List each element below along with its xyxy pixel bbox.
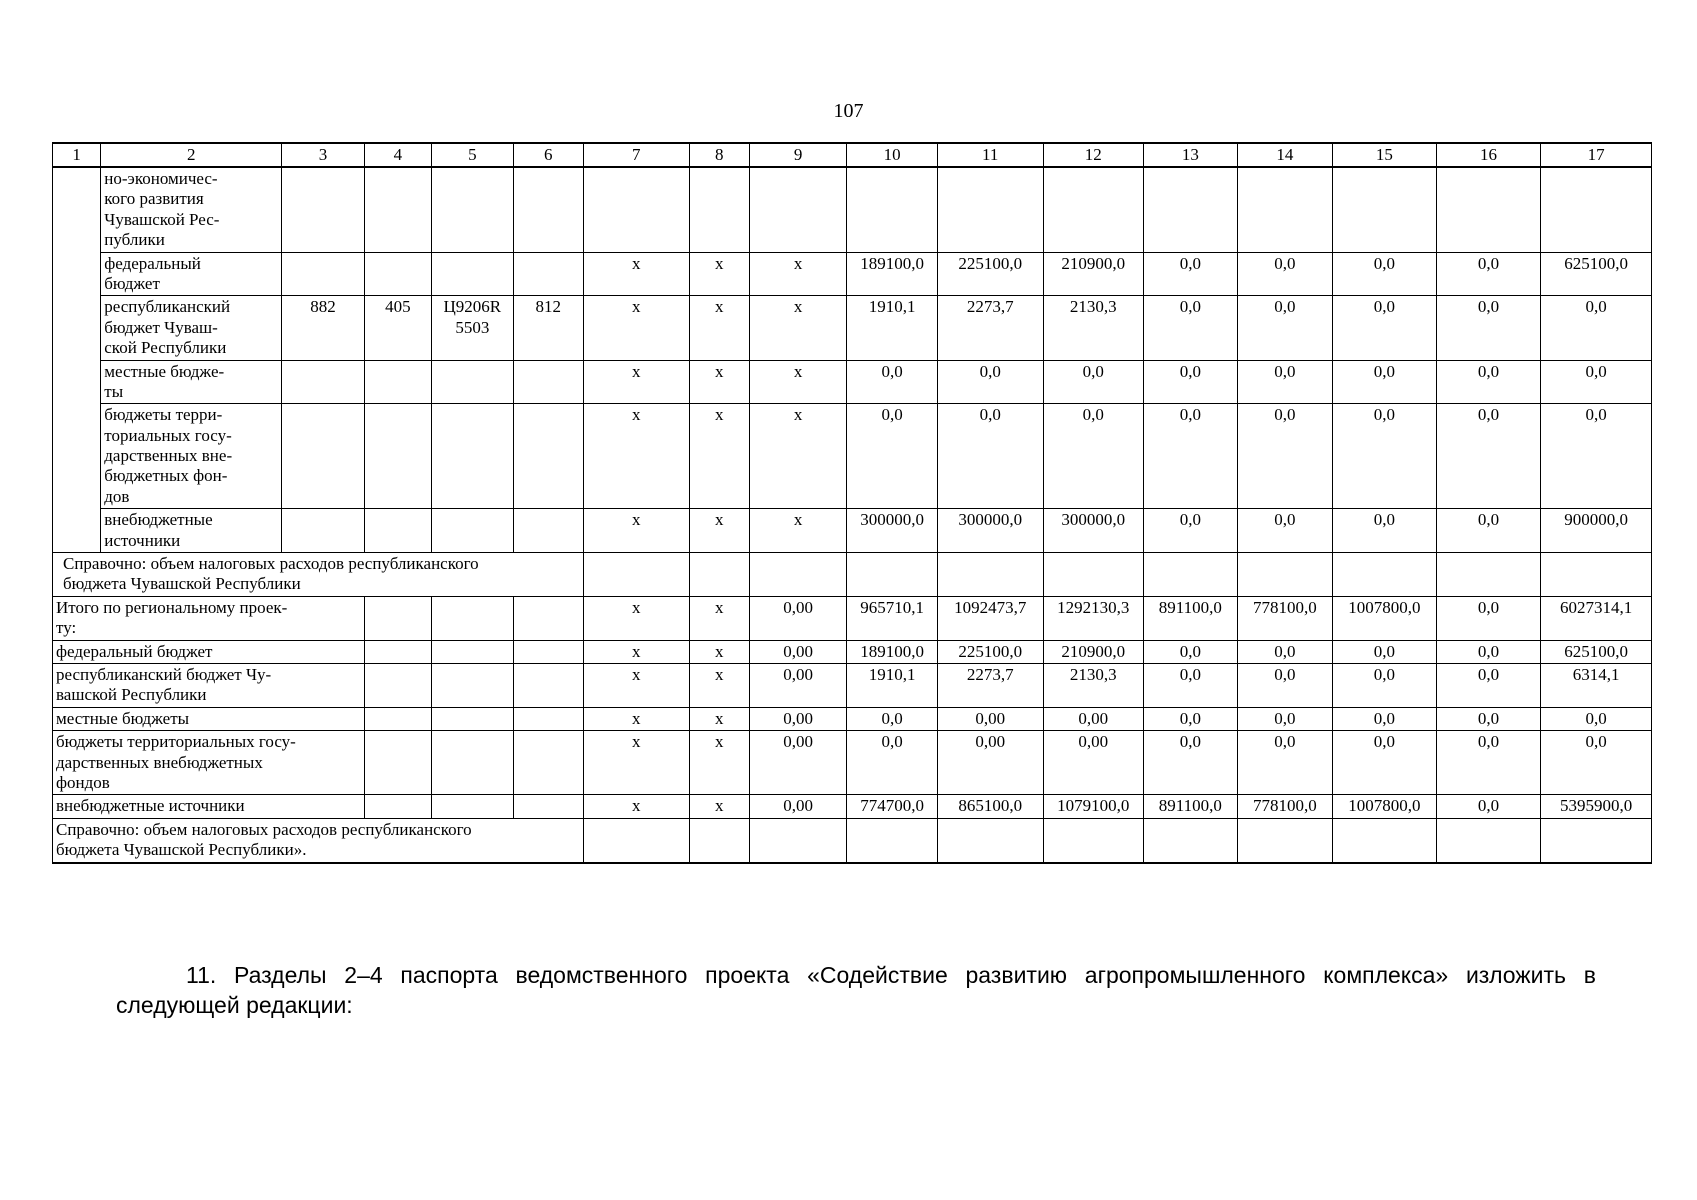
table-cell: х — [749, 509, 847, 553]
table-cell: 0,0 — [1541, 404, 1652, 509]
table-cell: 189100,0 — [847, 252, 938, 296]
table-cell — [432, 167, 513, 252]
table-cell — [432, 707, 513, 730]
page-number: 107 — [833, 100, 864, 122]
header-cell: 8 — [689, 143, 749, 167]
header-cell: 4 — [364, 143, 431, 167]
table-cell: 0,0 — [1333, 731, 1437, 795]
table-cell: 0,00 — [749, 596, 847, 640]
table-cell: 0,0 — [1333, 509, 1437, 553]
table-cell — [432, 663, 513, 707]
table-cell — [364, 707, 431, 730]
table-cell: 0,0 — [1237, 509, 1333, 553]
table-cell — [1541, 818, 1652, 862]
table-cell: х — [689, 360, 749, 404]
table-cell: 0,0 — [1144, 707, 1238, 730]
table-cell: 0,0 — [1237, 404, 1333, 509]
table-cell: 0,0 — [1436, 707, 1541, 730]
table-cell — [364, 252, 431, 296]
table-cell: но-экономичес- кого развития Чувашской Рес- публики — [101, 167, 282, 252]
table-cell: 0,0 — [1237, 296, 1333, 360]
table-cell: 0,0 — [1237, 640, 1333, 663]
table-cell — [847, 818, 938, 862]
table-cell: 0,0 — [1333, 707, 1437, 730]
table-cell: 0,0 — [1043, 360, 1144, 404]
table-cell: 0,0 — [1144, 296, 1238, 360]
table-cell: 6314,1 — [1541, 663, 1652, 707]
table-cell — [1043, 818, 1144, 862]
table-cell: внебюджетные источники — [53, 795, 365, 818]
table-cell: х — [749, 252, 847, 296]
table-cell: 0,0 — [847, 731, 938, 795]
table-cell — [432, 731, 513, 795]
table-cell: Справочно: объем налоговых расходов республиканского бюджета Чувашской Республики — [53, 553, 584, 597]
table-cell — [847, 553, 938, 597]
table-cell — [513, 252, 583, 296]
table-cell: 6027314,1 — [1541, 596, 1652, 640]
table-cell: х — [583, 509, 689, 553]
table-cell: 0,00 — [749, 707, 847, 730]
table-row — [53, 252, 1652, 296]
table-cell: х — [689, 596, 749, 640]
table-cell: х — [689, 404, 749, 509]
table-cell: 0,0 — [937, 360, 1043, 404]
table-cell: 0,0 — [1541, 731, 1652, 795]
table-cell: 891100,0 — [1144, 596, 1238, 640]
table-cell — [364, 640, 431, 663]
table-cell — [513, 596, 583, 640]
table-cell — [432, 360, 513, 404]
table-cell: 900000,0 — [1541, 509, 1652, 553]
table-cell: 625100,0 — [1541, 252, 1652, 296]
table-cell: 0,0 — [1436, 509, 1541, 553]
table-cell: 0,0 — [1436, 663, 1541, 707]
table-cell — [364, 596, 431, 640]
budget-table — [52, 142, 1652, 864]
table-cell — [53, 167, 101, 553]
table-cell: 0,0 — [1144, 404, 1238, 509]
table-cell: х — [749, 404, 847, 509]
table-cell: 2130,3 — [1043, 296, 1144, 360]
table-cell — [1333, 553, 1437, 597]
table-cell: 0,0 — [1237, 663, 1333, 707]
body-paragraph: 11. Разделы 2–4 паспорта ведомственного проекта «Содействие развитию агропромышленного комплекса» изложить в следующей редакции: — [116, 962, 1596, 1018]
table-cell: 965710,1 — [847, 596, 938, 640]
header-cell: 7 — [583, 143, 689, 167]
table-cell: 778100,0 — [1237, 795, 1333, 818]
table-cell: 774700,0 — [847, 795, 938, 818]
table-cell: 0,0 — [1541, 360, 1652, 404]
table-cell: х — [689, 731, 749, 795]
table-cell: 0,0 — [1436, 640, 1541, 663]
table-cell — [689, 553, 749, 597]
table-cell: х — [583, 404, 689, 509]
table-cell: 405 — [364, 296, 431, 360]
table-cell — [513, 509, 583, 553]
table-cell: х — [583, 663, 689, 707]
header-cell: 5 — [432, 143, 513, 167]
table-cell — [364, 509, 431, 553]
table-cell: х — [689, 663, 749, 707]
header-cell: 16 — [1436, 143, 1541, 167]
table-cell: 0,0 — [1436, 795, 1541, 818]
table-cell — [432, 509, 513, 553]
table-cell: федеральный бюджет — [53, 640, 365, 663]
table-row — [53, 404, 1652, 509]
header-cell: 2 — [101, 143, 282, 167]
table-cell: 0,0 — [1237, 252, 1333, 296]
table-cell: 0,0 — [1333, 252, 1437, 296]
header-cell: 6 — [513, 143, 583, 167]
table-cell: 2273,7 — [937, 663, 1043, 707]
table-cell: 0,0 — [1237, 707, 1333, 730]
table-cell — [749, 553, 847, 597]
table-row — [53, 296, 1652, 360]
table-row — [53, 640, 1652, 663]
table-cell: х — [583, 596, 689, 640]
table-cell: 0,0 — [1436, 296, 1541, 360]
table-cell: Итого по региональному проек- ту: — [53, 596, 365, 640]
table-row — [53, 360, 1652, 404]
table-cell: 778100,0 — [1237, 596, 1333, 640]
table-cell: 0,0 — [847, 404, 938, 509]
table-cell: 0,0 — [1333, 404, 1437, 509]
table-cell — [749, 167, 847, 252]
table-cell: 0,0 — [1144, 360, 1238, 404]
table-cell: х — [689, 252, 749, 296]
table-cell — [282, 509, 364, 553]
table-cell — [1237, 167, 1333, 252]
table-row — [53, 663, 1652, 707]
table-cell: 210900,0 — [1043, 252, 1144, 296]
table-cell — [1333, 818, 1437, 862]
table-cell: республиканский бюджет Чу- вашской Республики — [53, 663, 365, 707]
table-cell: х — [583, 252, 689, 296]
table-cell: 0,00 — [749, 663, 847, 707]
table-cell — [364, 360, 431, 404]
table-cell: 0,00 — [937, 731, 1043, 795]
table-cell: 0,00 — [749, 731, 847, 795]
table-cell — [282, 360, 364, 404]
table-cell — [937, 553, 1043, 597]
table-header-row — [53, 143, 1652, 167]
table-cell: 2130,3 — [1043, 663, 1144, 707]
table-cell: 0,00 — [749, 795, 847, 818]
table-cell: 882 — [282, 296, 364, 360]
table-cell: местные бюдже- ты — [101, 360, 282, 404]
table-cell — [1436, 167, 1541, 252]
table-cell: 5395900,0 — [1541, 795, 1652, 818]
table-cell — [513, 640, 583, 663]
table-cell — [1043, 553, 1144, 597]
table-cell — [282, 252, 364, 296]
header-cell: 9 — [749, 143, 847, 167]
table-cell: 0,0 — [1144, 731, 1238, 795]
table-cell: х — [689, 795, 749, 818]
header-cell: 10 — [847, 143, 938, 167]
table-cell — [513, 404, 583, 509]
table-cell: 865100,0 — [937, 795, 1043, 818]
header-cell: 3 — [282, 143, 364, 167]
table-cell: х — [749, 296, 847, 360]
table-cell — [1144, 553, 1238, 597]
table-cell: 2273,7 — [937, 296, 1043, 360]
table-cell: 300000,0 — [937, 509, 1043, 553]
table-row — [53, 509, 1652, 553]
table-cell: 0,0 — [1144, 509, 1238, 553]
table-cell: 0,0 — [1237, 731, 1333, 795]
table-cell — [1144, 167, 1238, 252]
table-cell: 0,0 — [1333, 296, 1437, 360]
table-cell — [513, 795, 583, 818]
table-cell — [364, 663, 431, 707]
table-row — [53, 707, 1652, 730]
table-cell: 300000,0 — [1043, 509, 1144, 553]
table-cell: 0,0 — [1541, 707, 1652, 730]
table-cell — [432, 404, 513, 509]
table-cell: 0,0 — [1333, 360, 1437, 404]
table-cell — [364, 167, 431, 252]
table-cell: 0,0 — [937, 404, 1043, 509]
table-cell: 0,0 — [847, 707, 938, 730]
table-cell: х — [689, 509, 749, 553]
table-cell: 0,00 — [749, 640, 847, 663]
table-cell: федеральный бюджет — [101, 252, 282, 296]
table-cell: 300000,0 — [847, 509, 938, 553]
header-cell: 12 — [1043, 143, 1144, 167]
table-cell: 891100,0 — [1144, 795, 1238, 818]
table-row — [53, 818, 1652, 862]
table-cell: х — [583, 707, 689, 730]
table-cell — [432, 596, 513, 640]
table-cell: х — [583, 360, 689, 404]
table-cell: 0,00 — [1043, 731, 1144, 795]
table-cell: 0,0 — [1144, 252, 1238, 296]
table-row — [53, 596, 1652, 640]
table-cell: х — [689, 640, 749, 663]
table-cell — [1333, 167, 1437, 252]
table-cell: бюджеты терри- ториальных госу- дарственных вне- бюджетных фон- дов — [101, 404, 282, 509]
table-cell: 210900,0 — [1043, 640, 1144, 663]
header-cell: 17 — [1541, 143, 1652, 167]
table-cell: 812 — [513, 296, 583, 360]
table-cell — [1541, 553, 1652, 597]
table-cell — [937, 167, 1043, 252]
table-cell: 0,0 — [1237, 360, 1333, 404]
table-cell — [282, 404, 364, 509]
header-cell: 14 — [1237, 143, 1333, 167]
table-cell — [513, 731, 583, 795]
table-cell: 1007800,0 — [1333, 596, 1437, 640]
table-row — [53, 795, 1652, 818]
table-cell: 0,0 — [1436, 252, 1541, 296]
table-cell: 0,00 — [937, 707, 1043, 730]
table-cell: 0,0 — [1436, 596, 1541, 640]
table-cell — [513, 360, 583, 404]
table-cell — [282, 167, 364, 252]
table-cell — [689, 167, 749, 252]
header-cell: 11 — [937, 143, 1043, 167]
table-cell — [749, 818, 847, 862]
table-cell — [583, 167, 689, 252]
table-cell — [513, 167, 583, 252]
table-cell: внебюджетные источники — [101, 509, 282, 553]
table-cell — [364, 795, 431, 818]
table-cell: 0,00 — [1043, 707, 1144, 730]
table-cell: Справочно: объем налоговых расходов республиканского бюджета Чувашской Республики». — [53, 818, 584, 862]
table-cell: 1092473,7 — [937, 596, 1043, 640]
table-cell: 1079100,0 — [1043, 795, 1144, 818]
header-cell: 13 — [1144, 143, 1238, 167]
header-cell: 15 — [1333, 143, 1437, 167]
table-cell: х — [583, 640, 689, 663]
table-cell — [364, 404, 431, 509]
table-cell: 0,0 — [1541, 296, 1652, 360]
table-cell: 0,0 — [1436, 404, 1541, 509]
table-cell: 0,0 — [1144, 663, 1238, 707]
table-cell: 225100,0 — [937, 252, 1043, 296]
table-row — [53, 167, 1652, 252]
table-cell — [513, 663, 583, 707]
table-cell: х — [583, 795, 689, 818]
table-cell — [847, 167, 938, 252]
table-cell — [1043, 167, 1144, 252]
table-cell: 0,0 — [1333, 663, 1437, 707]
table-cell: 0,0 — [1144, 640, 1238, 663]
table-cell — [1237, 818, 1333, 862]
table-cell: бюджеты территориальных госу- дарственных внебюджетных фондов — [53, 731, 365, 795]
table-cell: 0,0 — [1436, 360, 1541, 404]
table-cell — [432, 252, 513, 296]
table-cell — [689, 818, 749, 862]
table-cell: 1910,1 — [847, 296, 938, 360]
table-cell — [1237, 553, 1333, 597]
table-cell: 225100,0 — [937, 640, 1043, 663]
table-cell — [432, 795, 513, 818]
table-cell: х — [689, 296, 749, 360]
table-cell: 0,0 — [1333, 640, 1437, 663]
table-cell: 189100,0 — [847, 640, 938, 663]
table-cell: 1007800,0 — [1333, 795, 1437, 818]
header-cell: 1 — [53, 143, 101, 167]
table-row — [53, 553, 1652, 597]
table-cell: Ц9206R 5503 — [432, 296, 513, 360]
table-cell — [1541, 167, 1652, 252]
table-cell: республиканский бюджет Чуваш- ской Республики — [101, 296, 282, 360]
table-cell: х — [583, 731, 689, 795]
table-row — [53, 731, 1652, 795]
table-cell: х — [689, 707, 749, 730]
table-cell: 625100,0 — [1541, 640, 1652, 663]
table-cell: 1292130,3 — [1043, 596, 1144, 640]
table-cell — [583, 818, 689, 862]
table-cell — [1436, 818, 1541, 862]
table-cell — [937, 818, 1043, 862]
table-cell — [1436, 553, 1541, 597]
table-cell: 0,0 — [1043, 404, 1144, 509]
table-cell: 0,0 — [847, 360, 938, 404]
table-cell — [364, 731, 431, 795]
table-cell: х — [583, 296, 689, 360]
table-cell — [583, 553, 689, 597]
table-cell: 1910,1 — [847, 663, 938, 707]
table-cell: местные бюджеты — [53, 707, 365, 730]
table-cell — [513, 707, 583, 730]
table-cell: 0,0 — [1436, 731, 1541, 795]
table-cell — [1144, 818, 1238, 862]
table-cell — [432, 640, 513, 663]
table-cell: х — [749, 360, 847, 404]
